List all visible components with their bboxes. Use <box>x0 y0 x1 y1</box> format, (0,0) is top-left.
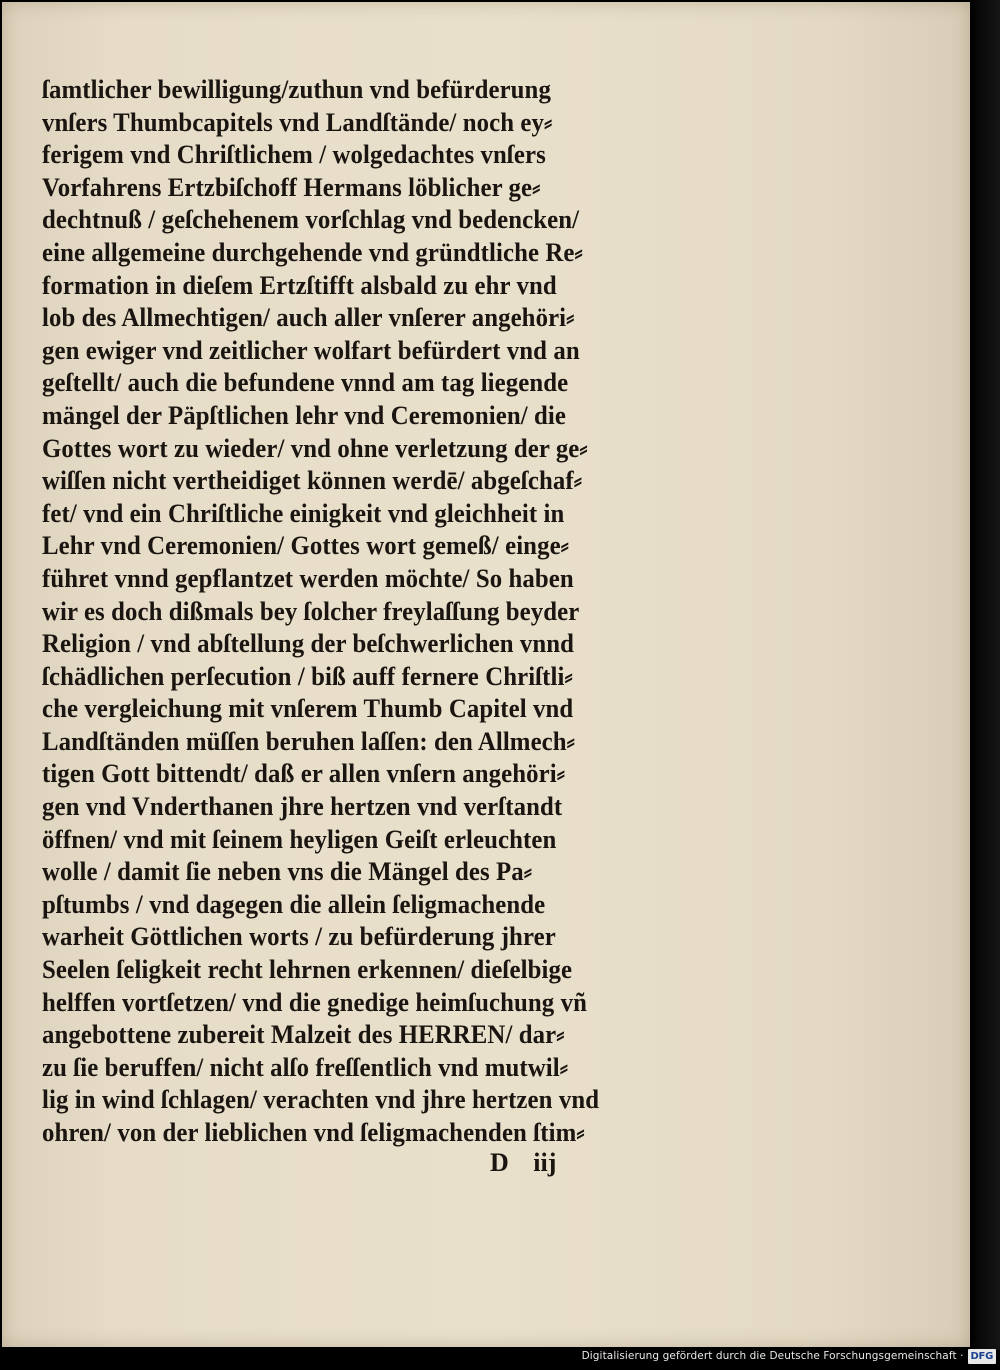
text-line: ferigem vnd Chriſtlichem / wolgedachtes vnſers <box>42 140 546 170</box>
text-line: angebottene zubereit Malzeit des HERREN/ dar⸗ <box>42 1020 565 1050</box>
text-line: wolle / damit ſie neben vns die Mängel des Pa⸗ <box>42 857 533 887</box>
text-line: pſtumbs / vnd dagegen die allein ſeligmachende <box>42 889 546 919</box>
text-line: eine allgemeine durchgehende vnd gründtliche Re⸗ <box>42 237 583 267</box>
text-line: lob des Allmechtigen/ auch aller vnſerer angehöri⸗ <box>42 303 575 333</box>
text-line: mängel der Päpſtlichen lehr vnd Ceremonien/ die <box>42 400 566 430</box>
text-line: wir es doch dißmals bey ſolcher freylaſſung beyder <box>42 596 580 626</box>
text-line: Gottes wort zu wieder/ vnd ohne verletzung der ge⸗ <box>42 433 588 463</box>
text-line: führet vnnd gepflantzet werden möchte/ So haben <box>42 563 574 593</box>
page-text-block <box>42 74 742 1150</box>
dfg-logo: DFG <box>968 1349 996 1364</box>
text-line: vnſers Thumbcapitels vnd Landſtände/ noch ey⸗ <box>42 107 553 137</box>
text-line: zu ſie beruffen/ nicht alſo freſſentlich vnd mutwil⸗ <box>42 1052 569 1082</box>
text-line: ſchädlichen perſecution / biß auff fernere Chriſtli⸗ <box>42 661 573 691</box>
page-edge-shadow <box>970 0 1000 1350</box>
text-line: lig in wind ſchlagen/ verachten vnd jhre hertzen vnd <box>42 1085 600 1115</box>
text-line: tigen Gott bittendt/ daß er allen vnſern angehöri⸗ <box>42 759 566 789</box>
text-line: Religion / vnd abſtellung der beſchwerlichen vnnd <box>42 629 575 659</box>
text-line: helffen vortſetzen/ vnd die gnedige heimſuchung vñ <box>42 987 587 1017</box>
text-line: Lehr vnd Ceremonien/ Gottes wort gemeß/ einge⸗ <box>42 531 570 561</box>
text-line: che vergleichung mit vnſerem Thumb Capitel vnd <box>42 694 574 724</box>
text-line: Landſtänden müſſen beruhen laſſen: den Allmech⸗ <box>42 726 576 756</box>
text-line: formation in dieſem Ertzſtifft alsbald zu ehr vnd <box>42 270 557 300</box>
text-line: gen ewiger vnd zeitlicher wolfart befürdert vnd an <box>42 335 580 365</box>
text-line: Seelen ſeligkeit recht lehrnen erkennen/ dieſelbige <box>42 955 573 985</box>
text-line: ohren/ von der lieblichen vnd ſeligmachenden ſtim⸗ <box>42 1118 585 1147</box>
text-line: dechtnuß / geſchehenem vorſchlag vnd bedencken/ <box>42 205 580 235</box>
text-line: gen vnd Vnderthanen jhre hertzen vnd verſtandt <box>42 792 563 822</box>
text-line: warheit Göttlichen worts / zu befürderung jhrer <box>42 922 556 952</box>
text-line: ſamtlicher bewilligung/zuthun vnd befürderung <box>42 75 551 104</box>
funding-footer <box>582 1346 996 1366</box>
text-line: Vorfahrens Ertzbiſchoff Hermans löblicher ge⸗ <box>42 172 541 202</box>
signature-mark: D iij <box>490 1148 557 1177</box>
funding-text: Digitalisierung gefördert durch die Deutsche Forschungsgemeinschaft · <box>581 1350 964 1362</box>
text-line: öffnen/ vnd mit ſeinem heyligen Geiſt erleuchten <box>42 824 557 854</box>
text-line: wiſſen nicht vertheidiget können werdē/ abgeſchaf⸗ <box>42 466 583 496</box>
text-line: fet/ vnd ein Chriſtliche einigkeit vnd gleichheit in <box>42 498 565 528</box>
book-page <box>2 2 970 1347</box>
text-line: geſtellt/ auch die befundene vnnd am tag liegende <box>42 368 569 398</box>
